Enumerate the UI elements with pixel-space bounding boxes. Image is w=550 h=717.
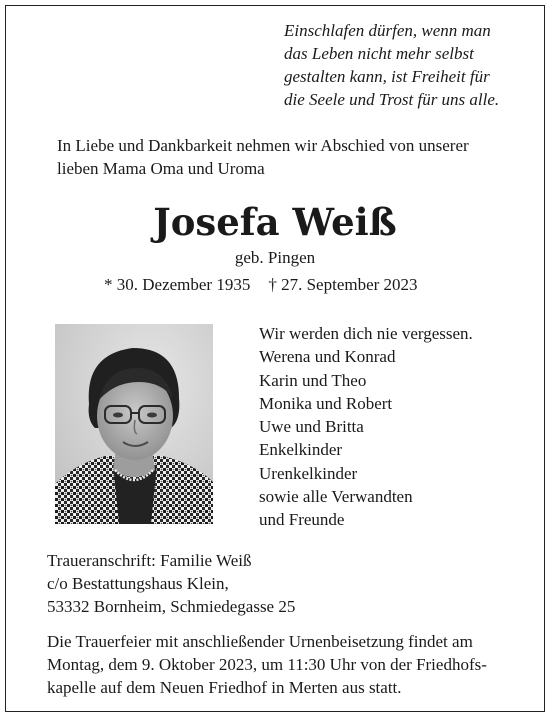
memorial-quote	[284, 19, 534, 111]
mourner-line: Wir werden dich nie vergessen.	[259, 324, 473, 343]
mourners-list	[259, 322, 473, 532]
mourner-line: Monika und Robert	[259, 393, 393, 413]
mourner-line: Uwe und Britta	[259, 417, 364, 437]
ceremony-notice	[47, 630, 537, 699]
birth-name: geb. Pingen	[234, 248, 316, 267]
address-line: Traueranschrift: Familie Weiß	[47, 551, 252, 570]
quote-line: die Seele und Trost für uns alle.	[284, 90, 500, 109]
mourner-line: Werena und Konrad	[259, 347, 396, 367]
intro-text	[57, 134, 527, 180]
address-line: 53332 Bornheim, Schmiedegasse 25	[47, 597, 296, 616]
quote-line: das Leben nicht mehr selbst	[284, 44, 474, 63]
deceased-name: Josefa Weiß	[153, 200, 397, 244]
mourner-line: Enkelkinder	[259, 440, 343, 460]
birth-date: * 30. Dezember 1935	[104, 275, 251, 294]
life-dates	[104, 274, 418, 296]
ceremony-line: Montag, dem 9. Oktober 2023, um 11:30 Uhr von der Friedhofs-	[47, 655, 487, 674]
portrait-image	[55, 324, 213, 524]
quote-line: Einschlafen dürfen, wenn man	[284, 21, 491, 40]
mourner-line: und Freunde	[259, 510, 345, 530]
portrait-photo	[55, 324, 213, 524]
mourner-line: sowie alle Verwandten	[259, 487, 413, 507]
address-line: c/o Bestattungshaus Klein,	[47, 574, 229, 593]
intro-line: lieben Mama Oma und Uroma	[57, 159, 265, 178]
ceremony-line: kapelle auf dem Neuen Friedhof in Merten aus statt.	[47, 678, 402, 697]
mourning-address	[47, 549, 295, 618]
quote-line: gestalten kann, ist Freiheit für	[284, 67, 490, 86]
intro-line: In Liebe und Dankbarkeit nehmen wir Abschied von unserer	[57, 136, 469, 155]
mourner-line: Karin und Theo	[259, 370, 367, 390]
mourner-line: Urenkelkinder	[259, 463, 358, 483]
death-date: † 27. September 2023	[268, 275, 418, 294]
ceremony-line: Die Trauerfeier mit anschließender Urnenbeisetzung findet am	[47, 632, 473, 651]
